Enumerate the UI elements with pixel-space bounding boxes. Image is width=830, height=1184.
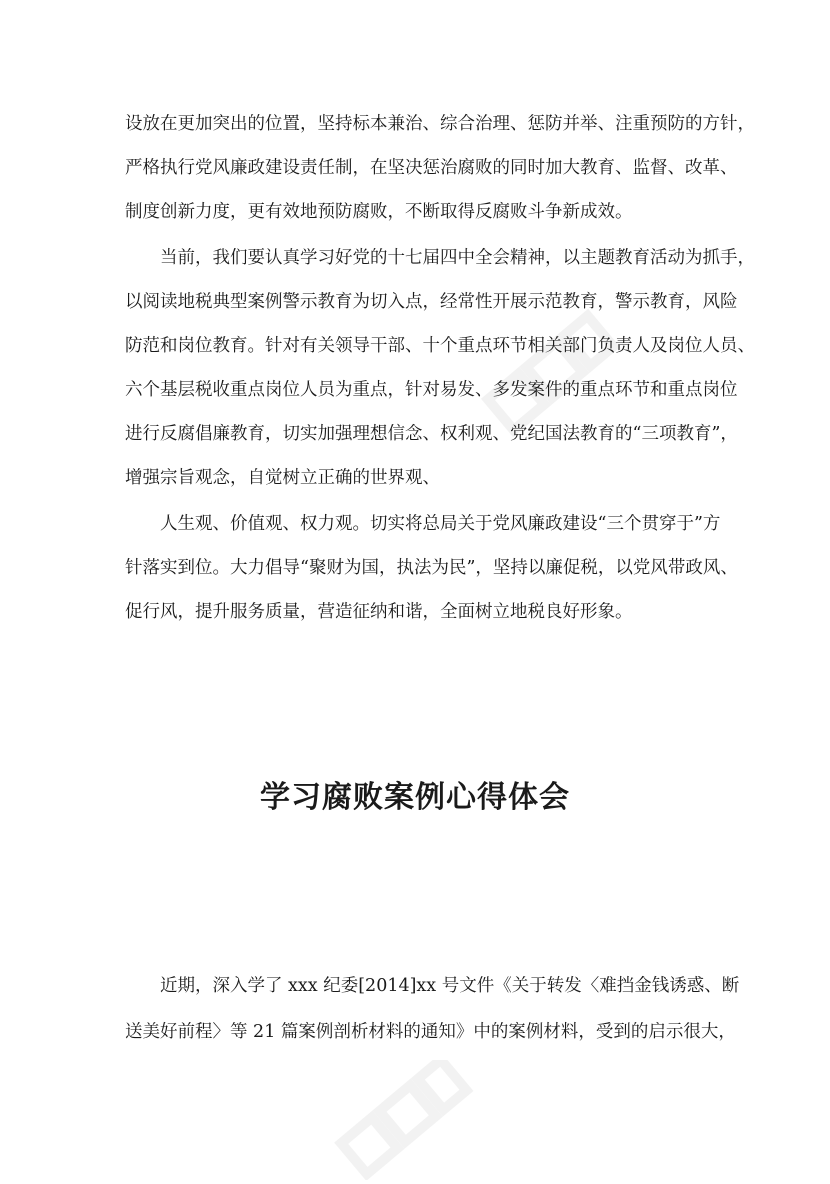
paragraph-3-line-3: 促行风，提升服务质量，营造征纳和谐，全面树立地税良好形象。 <box>125 602 633 622</box>
paragraph-2-line-2: 以阅读地税典型案例警示教育为切入点，经常性开展示范教育，警示教育，风险 <box>125 292 738 312</box>
paragraph-1-line-1: 设放在更加突出的位置，坚持标本兼治、综合治理、惩防并举、注重预防的方针， <box>125 114 755 134</box>
paragraph-2-line-1: 当前，我们要认真学习好党的十七届四中全会精神，以主题教育活动为抓手， <box>160 248 755 268</box>
paragraph-3-line-1: 人生观、价值观、权力观。切实将总局关于党风廉政建设“三个贯穿于”方 <box>160 514 721 534</box>
document-title: 学习腐败案例心得体会 <box>260 780 570 815</box>
paragraph-4-line-1: 近期，深入学了 xxx 纪委[2014]xx 号文件《关于转发〈难挡金钱诱惑、断 <box>160 976 740 996</box>
paragraph-2-line-4: 六个基层税收重点岗位人员为重点，针对易发、多发案件的重点环节和重点岗位 <box>125 380 738 400</box>
paragraph-2-line-3: 防范和岗位教育。针对有关领导干部、十个重点环节相关部门负责人及岗位人员、 <box>125 336 755 356</box>
paragraph-4-line-2: 送美好前程〉等 21 篇案例剖析材料的通知》中的案例材料，受到的启示很大， <box>125 1022 736 1042</box>
paragraph-1-line-3: 制度创新力度，更有效地预防腐败，不断取得反腐败斗争新成效。 <box>125 202 633 222</box>
paragraph-2-line-5: 进行反腐倡廉教育，切实加强理想信念、权利观、党纪国法教育的“三项教育”， <box>125 424 738 444</box>
paragraph-2-line-6: 增强宗旨观念，自觉树立正确的世界观、 <box>125 468 440 488</box>
watermark-stamp-bottom <box>320 1060 480 1184</box>
paragraph-3-line-2: 针落实到位。大力倡导“聚财为国，执法为民”，坚持以廉促税，以党风带政风、 <box>125 558 738 578</box>
paragraph-1-line-2: 严格执行党风廉政建设责任制，在坚决惩治腐败的同时加大教育、监督、改革、 <box>125 158 738 178</box>
